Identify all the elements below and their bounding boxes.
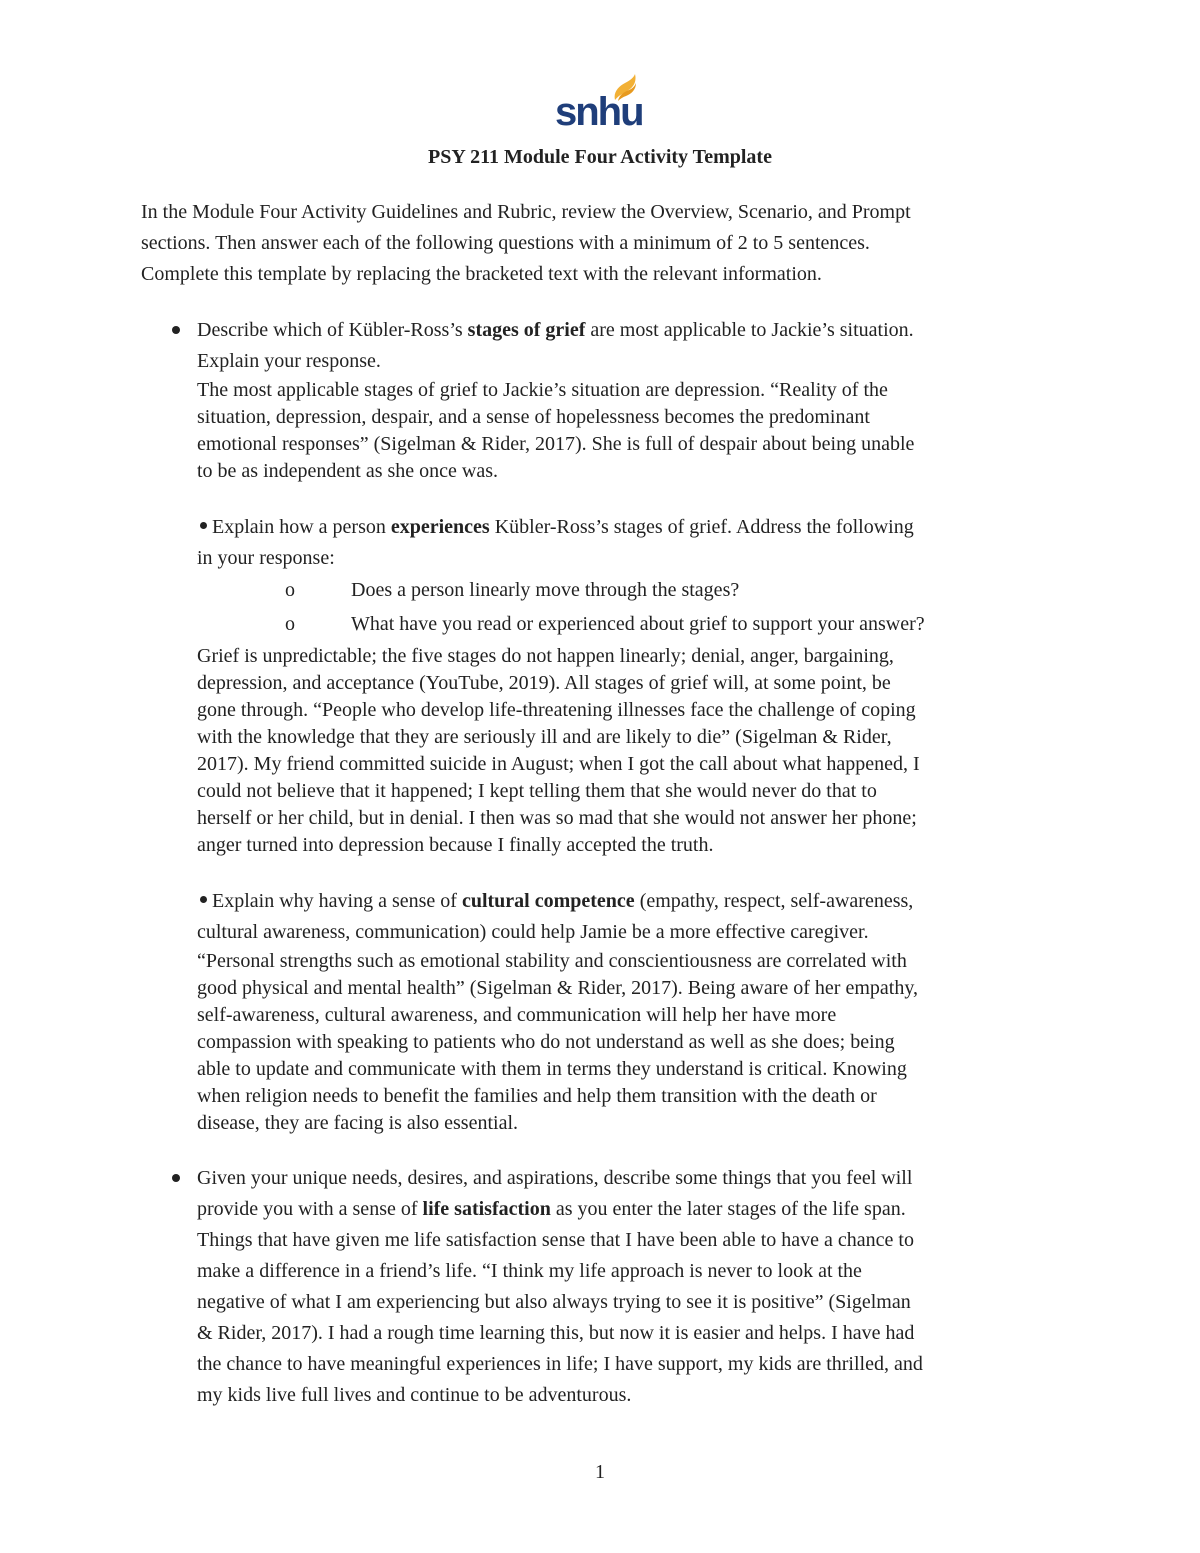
sub-bullet-icon: o — [285, 613, 295, 635]
question-2-line: Explain how a person experiences Kübler-Ross’s stages of grief. Address the following — [212, 516, 914, 538]
question-4-line: Given your unique needs, desires, and aspirations, describe some things that you feel will — [197, 1167, 913, 1189]
sub-item: o Does a person linearly move through the stages? — [285, 573, 739, 607]
question-1-line: Explain your response. — [197, 350, 381, 372]
answer-line: could not believe that it happened; I kept telling them that she would never do that to — [197, 780, 877, 802]
answer-line: to be as independent as she once was. — [197, 460, 499, 482]
answer-line: when religion needs to benefit the families and help them transition with the death or — [197, 1085, 877, 1107]
sub-item: o What have you read or experienced about grief to support your answer? — [285, 607, 925, 641]
answer-line: negative of what I am experiencing but also always trying to see it is positive” (Sigelman — [197, 1291, 911, 1313]
answer-line: & Rider, 2017). I had a rough time learning this, but now it is easier and helps. I have had — [197, 1322, 915, 1344]
key-term: experiences — [390, 516, 490, 538]
answer-line: my kids live full lives and continue to be adventurous. — [197, 1384, 632, 1406]
answer-line: emotional responses” (Sigelman & Rider, 2017). She is full of despair about being unable — [197, 433, 915, 455]
intro-paragraph — [141, 197, 1071, 290]
answer-2 — [197, 643, 1097, 859]
answer-line: herself or her child, but in denial. I then was so mad that she would not answer her phone; — [197, 807, 917, 829]
intro-line: sections. Then answer each of the following questions with a minimum of 2 to 5 sentences. — [141, 232, 870, 254]
question-3-line: Explain why having a sense of cultural competence (empathy, respect, self-awareness, — [212, 890, 914, 912]
answer-line: with the knowledge that they are seriously ill and are likely to die” (Sigelman & Rider, — [197, 726, 892, 748]
question-3-line: cultural awareness, communication) could help Jamie be a more effective caregiver. — [197, 921, 869, 943]
question-2-line: in your response: — [197, 547, 335, 569]
question-2 — [197, 512, 1097, 574]
answer-line: able to update and communicate with them in terms they understand is critical. Knowing — [197, 1058, 907, 1080]
answer-line: situation, depression, despair, and a sense of hopelessness becomes the predominant — [197, 406, 870, 428]
document-title: PSY 211 Module Four Activity Template — [428, 146, 772, 168]
answer-line: make a difference in a friend’s life. “I think my life approach is never to look at the — [197, 1260, 862, 1282]
sub-bullet-icon: o — [285, 579, 295, 601]
key-term: stages of grief — [467, 319, 586, 341]
answer-line: The most applicable stages of grief to Jackie’s situation are depression. “Reality of the — [197, 379, 888, 401]
question-4-line: provide you with a sense of life satisfaction as you enter the later stages of the life span. — [197, 1198, 906, 1220]
answer-line: disease, they are facing is also essential. — [197, 1112, 518, 1134]
answer-line: good physical and mental health” (Sigelman & Rider, 2017). Being aware of her empathy, — [197, 977, 919, 999]
snhu-logo — [555, 74, 643, 134]
page-number: 1 — [595, 1461, 605, 1483]
answer-line: compassion with speaking to patients who do not understand as well as she does; being — [197, 1031, 895, 1053]
answer-line: the chance to have meaningful experiences in life; I have support, my kids are thrilled, and — [197, 1353, 923, 1375]
key-term: life satisfaction — [422, 1198, 551, 1220]
answer-1 — [197, 377, 1097, 485]
intro-line: In the Module Four Activity Guidelines and Rubric, review the Overview, Scenario, and Prompt — [141, 201, 911, 223]
bullet-icon — [172, 1174, 180, 1182]
intro-line: Complete this template by replacing the bracketed text with the relevant information. — [141, 263, 822, 285]
question-4 — [197, 1163, 1097, 1411]
answer-4 — [197, 1225, 1097, 1411]
logo-wordmark: snhu — [555, 90, 643, 134]
answer-line: depression, and acceptance (YouTube, 2019). All stages of grief will, at some point, be — [197, 672, 891, 694]
answer-line: Things that have given me life satisfaction sense that I have been able to have a chance to — [197, 1229, 914, 1251]
answer-line: 2017). My friend committed suicide in August; when I got the call about what happened, I — [197, 753, 920, 775]
answer-line: anger turned into depression because I finally accepted the truth. — [197, 834, 714, 856]
question-1-line: Describe which of Kübler-Ross’s stages of grief are most applicable to Jackie’s situation. — [197, 319, 914, 341]
answer-line: “Personal strengths such as emotional stability and conscientiousness are correlated with — [197, 950, 907, 972]
answer-line: gone through. “People who develop life-threatening illnesses face the challenge of coping — [197, 699, 916, 721]
key-term: cultural competence — [461, 890, 635, 912]
answer-line: self-awareness, cultural awareness, and communication will help her have more — [197, 1004, 837, 1026]
question-1 — [197, 315, 1097, 485]
question-3 — [197, 886, 1097, 1137]
bullet-icon — [172, 326, 180, 334]
answer-3 — [197, 948, 1097, 1137]
answer-line: Grief is unpredictable; the five stages do not happen linearly; denial, anger, bargaining, — [197, 645, 894, 667]
